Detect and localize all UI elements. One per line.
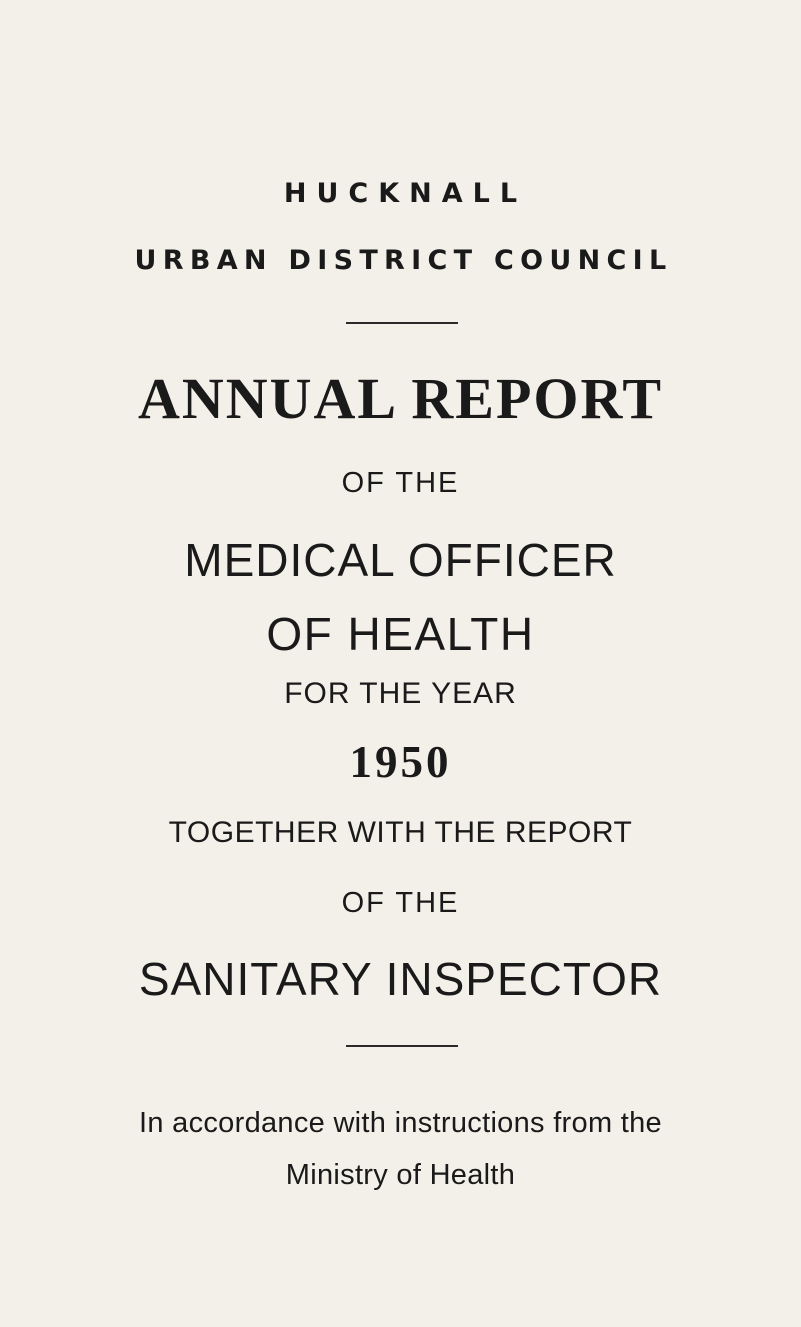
of-the-line-2: OF THE	[341, 887, 460, 919]
report-title: ANNUAL REPORT	[137, 366, 664, 431]
of-the-line-1: OF THE	[341, 467, 460, 499]
instructions-line-2: Ministry of Health	[285, 1159, 516, 1191]
inspector-title: SANITARY INSPECTOR	[138, 953, 663, 1005]
instructions-line-1: In accordance with instructions from the	[139, 1107, 662, 1139]
council-type: URBAN DISTRICT COUNCIL	[134, 245, 673, 276]
officer-title-line-2: OF HEALTH	[266, 608, 535, 660]
officer-title-line-1: MEDICAL OFFICER	[184, 534, 617, 586]
report-year: 1950	[349, 737, 452, 787]
for-the-year-line: FOR THE YEAR	[284, 677, 517, 710]
council-name: HUCKNALL	[283, 178, 528, 209]
bottom-divider	[346, 1045, 458, 1047]
together-with-line: TOGETHER WITH THE REPORT	[168, 816, 633, 849]
top-divider	[346, 322, 458, 324]
